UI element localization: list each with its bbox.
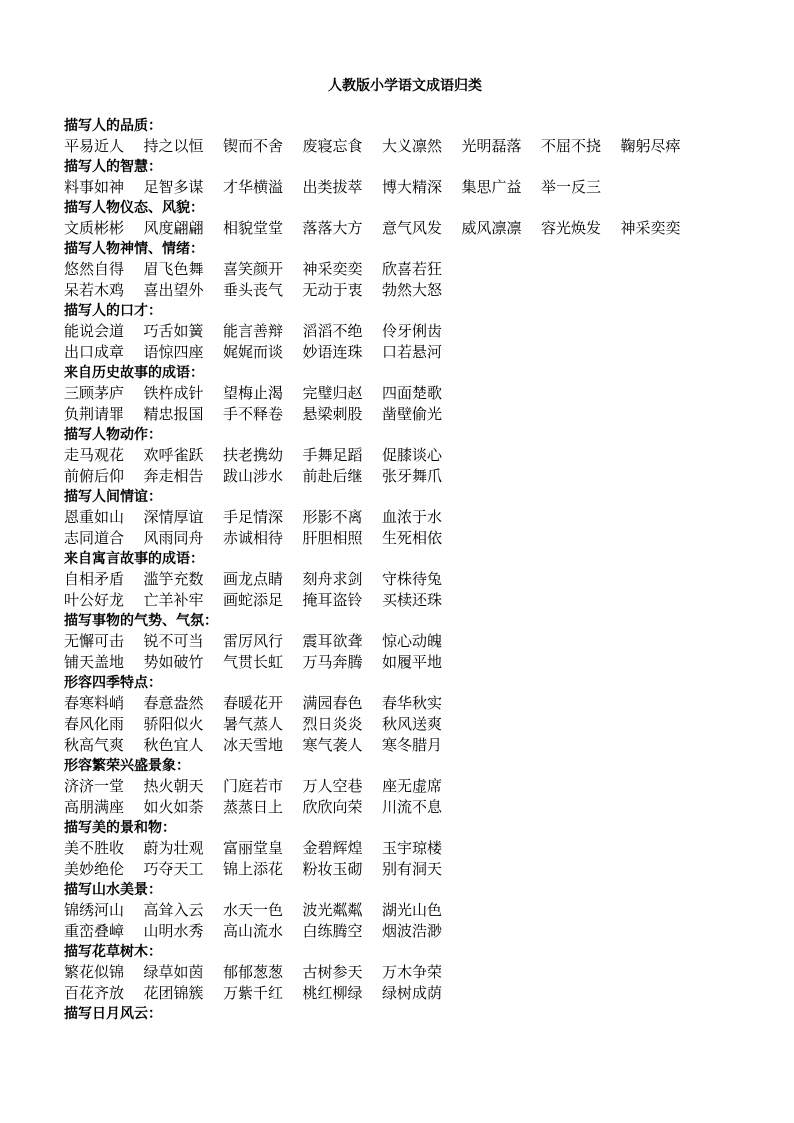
idiom: 金碧辉煌 [302,839,363,857]
idiom: 持之以恒 [143,137,204,155]
idiom: 蒸蒸日上 [223,798,284,816]
idiom: 蔚为壮观 [143,839,204,857]
section-heading: 描写花草树木： [64,944,162,960]
idiom: 万木争荣 [382,963,443,981]
idiom: 如火如荼 [143,798,204,816]
document-title: 人教版小学语文成语归类 [328,78,482,94]
section-heading: 来自寓言故事的成语： [64,551,204,567]
idiom-row [64,507,744,528]
idiom: 刻舟求剑 [302,570,363,588]
idiom: 大义凛然 [382,137,443,155]
idiom-row [64,590,744,611]
idiom-row [64,466,744,487]
idiom: 玉宇琼楼 [382,839,443,857]
idiom: 湖光山色 [382,901,443,919]
idiom-row [64,900,744,921]
idiom: 促膝谈心 [382,446,443,464]
idiom: 山明水秀 [143,922,204,940]
idiom-row [64,631,744,652]
idiom: 势如破竹 [143,653,204,671]
idiom: 万人空巷 [302,777,363,795]
idiom: 意气风发 [382,219,443,237]
idiom: 望梅止渴 [223,384,284,402]
idiom: 光明磊落 [461,137,522,155]
idiom: 欣喜若狂 [382,260,443,278]
idiom-row [64,569,744,590]
idiom-row [64,921,744,942]
idiom-row [64,714,744,735]
idiom: 欣欣向荣 [302,798,363,816]
idiom: 寒冬腊月 [382,736,443,754]
idiom: 亡羊补牢 [143,591,204,609]
idiom: 神采奕奕 [620,219,681,237]
idiom: 料事如神 [64,178,125,196]
section-heading: 来自历史故事的成语： [64,365,204,381]
idiom: 如履平地 [382,653,443,671]
section-heading: 描写山水美景： [64,882,162,898]
idiom: 春寒料峭 [64,694,125,712]
idiom: 锦绣河山 [64,901,125,919]
idiom: 惊心动魄 [382,632,443,650]
idiom: 形影不离 [302,508,363,526]
idiom-row [64,838,744,859]
idiom: 美不胜收 [64,839,125,857]
idiom: 悬梁刺股 [302,405,363,423]
idiom: 肝胆相照 [302,529,363,547]
idiom-row [64,859,744,880]
idiom: 气贯长虹 [223,653,284,671]
idiom: 高朋满座 [64,798,125,816]
idiom: 风度翩翩 [143,219,204,237]
idiom: 高山流水 [223,922,284,940]
section-heading: 描写人物神情、情绪： [64,241,204,257]
section-heading: 描写日月风云： [64,1006,162,1022]
idiom: 扶老携幼 [223,446,284,464]
idiom: 平易近人 [64,137,125,155]
idiom: 锦上添花 [223,860,284,878]
idiom: 喜出望外 [143,281,204,299]
section-heading: 描写人的智慧： [64,159,162,175]
idiom: 桃红柳绿 [302,984,363,1002]
idiom: 才华横溢 [223,178,284,196]
idiom: 绿树成荫 [382,984,443,1002]
idiom: 春华秋实 [382,694,443,712]
idiom: 花团锦簇 [143,984,204,1002]
idiom: 座无虚席 [382,777,443,795]
idiom: 铺天盖地 [64,653,125,671]
idiom: 美妙绝伦 [64,860,125,878]
idiom: 深情厚谊 [143,508,204,526]
idiom: 博大精深 [382,178,443,196]
idiom: 烟波浩渺 [382,922,443,940]
idiom: 别有洞天 [382,860,443,878]
idiom: 赤诚相待 [223,529,284,547]
idiom-row [64,693,744,714]
idiom: 重峦叠嶂 [64,922,125,940]
idiom-row [64,776,744,797]
idiom: 出类拔萃 [302,178,363,196]
idiom: 买椟还珠 [382,591,443,609]
idiom: 前俯后仰 [64,467,125,485]
idiom: 济济一堂 [64,777,125,795]
section-heading: 描写人物仪态、风貌： [64,200,204,216]
idiom: 秋色宜人 [143,736,204,754]
idiom: 走马观花 [64,446,125,464]
idiom: 举一反三 [541,178,602,196]
idiom: 负荆请罪 [64,405,125,423]
idiom: 张牙舞爪 [382,467,443,485]
idiom: 雷厉风行 [223,632,284,650]
idiom: 能说会道 [64,322,125,340]
idiom-row [64,404,744,425]
section-heading: 描写人的口才： [64,303,162,319]
idiom: 鞠躬尽瘁 [620,137,681,155]
idiom: 春意盎然 [143,694,204,712]
idiom: 热火朝天 [143,777,204,795]
document-body [64,116,744,1024]
idiom: 秋风送爽 [382,715,443,733]
idiom: 妙语连珠 [302,343,363,361]
idiom-row [64,280,744,301]
idiom: 冰天雪地 [223,736,284,754]
idiom-row [64,136,744,157]
idiom: 春风化雨 [64,715,125,733]
idiom: 震耳欲聋 [302,632,363,650]
idiom: 川流不息 [382,798,443,816]
idiom: 寒气袭人 [302,736,363,754]
idiom: 锐不可当 [143,632,204,650]
idiom: 跋山涉水 [223,467,284,485]
idiom: 自相矛盾 [64,570,125,588]
idiom: 完璧归赵 [302,384,363,402]
section-heading: 描写事物的气势、气氛： [64,613,218,629]
idiom: 喜笑颜开 [223,260,284,278]
section-heading: 形容繁荣兴盛景象： [64,758,190,774]
idiom: 锲而不舍 [223,137,284,155]
idiom: 叶公好龙 [64,591,125,609]
section-heading: 描写人的品质： [64,118,162,134]
idiom-row [64,383,744,404]
idiom: 眉飞色舞 [143,260,204,278]
idiom: 万马奔腾 [302,653,363,671]
idiom: 口若悬河 [382,343,443,361]
idiom: 落落大方 [302,219,363,237]
idiom: 滔滔不绝 [302,322,363,340]
idiom-row [64,962,744,983]
idiom: 富丽堂皇 [223,839,284,857]
idiom: 废寝忘食 [302,137,363,155]
idiom: 垂头丧气 [223,281,284,299]
idiom: 古树参天 [302,963,363,981]
idiom: 巧舌如簧 [143,322,204,340]
idiom: 铁杵成针 [143,384,204,402]
idiom: 呆若木鸡 [64,281,125,299]
idiom-row [64,342,744,363]
idiom: 掩耳盗铃 [302,591,363,609]
idiom: 相貌堂堂 [223,219,284,237]
idiom: 欢呼雀跃 [143,446,204,464]
idiom-row [64,321,744,342]
idiom: 风雨同舟 [143,529,204,547]
idiom: 凿壁偷光 [382,405,443,423]
idiom: 集思广益 [461,178,522,196]
idiom: 画龙点睛 [223,570,284,588]
idiom-row [64,218,744,239]
idiom: 白练腾空 [302,922,363,940]
idiom: 能言善辩 [223,322,284,340]
idiom: 郁郁葱葱 [223,963,284,981]
idiom-row [64,797,744,818]
idiom: 万紫千红 [223,984,284,1002]
idiom: 威风凛凛 [461,219,522,237]
idiom: 精忠报国 [143,405,204,423]
idiom: 勃然大怒 [382,281,443,299]
idiom: 水天一色 [223,901,284,919]
idiom: 手不释卷 [223,405,284,423]
idiom: 前赴后继 [302,467,363,485]
idiom: 波光粼粼 [302,901,363,919]
idiom: 四面楚歌 [382,384,443,402]
idiom: 百花齐放 [64,984,125,1002]
idiom: 容光焕发 [541,219,602,237]
idiom: 烈日炎炎 [302,715,363,733]
idiom-row [64,259,744,280]
idiom: 骄阳似火 [143,715,204,733]
idiom-row [64,528,744,549]
idiom: 高耸入云 [143,901,204,919]
idiom: 守株待兔 [382,570,443,588]
idiom: 秋高气爽 [64,736,125,754]
idiom: 出口成章 [64,343,125,361]
idiom: 娓娓而谈 [223,343,284,361]
idiom: 春暖花开 [223,694,284,712]
idiom: 三顾茅庐 [64,384,125,402]
idiom: 无动于衷 [302,281,363,299]
idiom: 足智多谋 [143,178,204,196]
idiom-row [64,652,744,673]
idiom: 文质彬彬 [64,219,125,237]
idiom: 奔走相告 [143,467,204,485]
section-heading: 描写美的景和物： [64,820,176,836]
idiom: 神采奕奕 [302,260,363,278]
idiom: 手舞足蹈 [302,446,363,464]
idiom: 悠然自得 [64,260,125,278]
idiom: 绿草如茵 [143,963,204,981]
idiom: 血浓于水 [382,508,443,526]
idiom-row [64,177,744,198]
idiom: 语惊四座 [143,343,204,361]
idiom: 恩重如山 [64,508,125,526]
idiom: 暑气蒸人 [223,715,284,733]
idiom: 巧夺天工 [143,860,204,878]
idiom: 繁花似锦 [64,963,125,981]
idiom: 不屈不挠 [541,137,602,155]
idiom-row [64,983,744,1004]
idiom: 滥竽充数 [143,570,204,588]
idiom: 粉妆玉砌 [302,860,363,878]
section-heading: 描写人物动作： [64,427,162,443]
idiom-row [64,445,744,466]
idiom: 无懈可击 [64,632,125,650]
idiom: 志同道合 [64,529,125,547]
idiom: 画蛇添足 [223,591,284,609]
section-heading: 形容四季特点： [64,675,162,691]
idiom: 满园春色 [302,694,363,712]
idiom: 生死相依 [382,529,443,547]
idiom-row [64,735,744,756]
idiom: 手足情深 [223,508,284,526]
idiom: 门庭若市 [223,777,284,795]
section-heading: 描写人间情谊： [64,489,162,505]
idiom: 伶牙俐齿 [382,322,443,340]
